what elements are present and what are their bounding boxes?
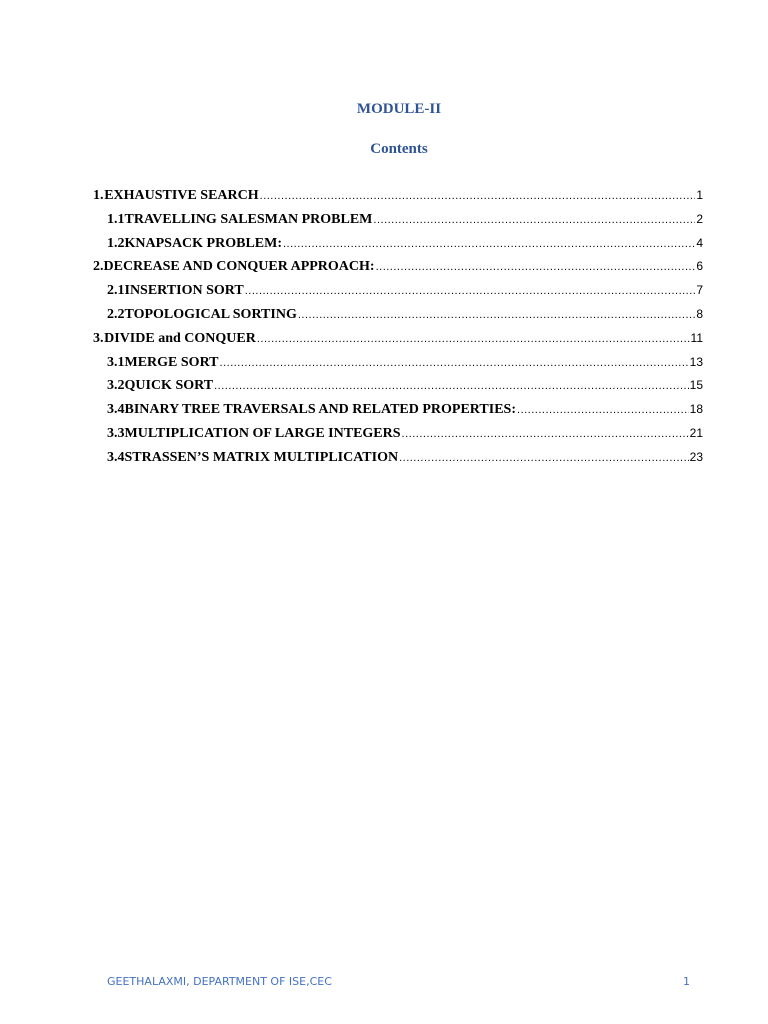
toc-entry-title: INSERTION SORT xyxy=(124,283,244,299)
toc-entry-title: DIVIDE and CONQUER xyxy=(104,330,256,346)
toc-entry-title: DECREASE AND CONQUER APPROACH: xyxy=(103,259,375,275)
table-of-contents xyxy=(93,188,703,474)
toc-entry-title: QUICK SORT xyxy=(124,378,214,394)
toc-entry-number: 1.2 xyxy=(107,235,125,251)
toc-entry-page: 4 xyxy=(696,235,703,250)
toc-entry[interactable] xyxy=(93,283,703,307)
toc-dot-leader xyxy=(214,380,689,392)
toc-dot-leader xyxy=(373,214,695,226)
toc-entry[interactable] xyxy=(93,188,703,212)
toc-entry-page: 23 xyxy=(689,449,703,464)
toc-entry-title: MULTIPLICATION OF LARGE INTEGERS xyxy=(124,425,401,441)
toc-dot-leader xyxy=(399,452,689,464)
toc-entry-page: 8 xyxy=(696,306,703,321)
toc-dot-leader xyxy=(517,404,689,416)
toc-entry[interactable] xyxy=(93,236,703,260)
toc-entry-title: STRASSEN’S MATRIX MULTIPLICATION xyxy=(124,449,399,465)
toc-entry-number: 3.1 xyxy=(107,354,125,370)
toc-entry[interactable] xyxy=(93,450,703,474)
toc-entry-number: 3.4 xyxy=(107,402,125,418)
toc-entry-page: 7 xyxy=(696,283,703,298)
toc-entry-page: 13 xyxy=(689,354,703,369)
toc-dot-leader xyxy=(257,333,690,345)
toc-dot-leader xyxy=(402,428,689,440)
toc-entry[interactable] xyxy=(93,259,703,283)
toc-entry[interactable] xyxy=(93,378,703,402)
toc-entry-page: 15 xyxy=(689,378,703,393)
toc-entry-number: 2. xyxy=(93,259,104,275)
toc-entry-page: 6 xyxy=(696,259,703,274)
toc-entry-page: 2 xyxy=(696,211,703,226)
toc-entry-page: 18 xyxy=(689,402,703,417)
toc-entry[interactable] xyxy=(93,307,703,331)
toc-entry-title: TRAVELLING SALESMAN PROBLEM xyxy=(124,211,373,227)
toc-entry-number: 1.1 xyxy=(107,211,125,227)
toc-entry-number: 3.4 xyxy=(107,449,125,465)
toc-entry-number: 1. xyxy=(93,188,104,203)
toc-dot-leader xyxy=(220,357,689,369)
toc-entry-number: 3.2 xyxy=(107,378,125,394)
toc-entry[interactable] xyxy=(93,355,703,379)
toc-entry[interactable] xyxy=(93,402,703,426)
toc-entry-number: 2.1 xyxy=(107,283,125,299)
toc-dot-leader xyxy=(260,190,696,202)
toc-entry-number: 2.2 xyxy=(107,306,125,322)
toc-entry-page: 21 xyxy=(689,425,703,440)
toc-entry-number: 3.3 xyxy=(107,425,125,441)
toc-entry-title: MERGE SORT xyxy=(124,354,219,370)
toc-dot-leader xyxy=(245,285,696,297)
toc-entry[interactable] xyxy=(93,212,703,236)
toc-entry[interactable] xyxy=(93,426,703,450)
toc-dot-leader xyxy=(376,261,696,273)
toc-entry-number: 3. xyxy=(93,330,104,346)
footer-page-number: 1 xyxy=(683,975,690,988)
contents-heading: Contents xyxy=(370,141,428,157)
toc-entry-title: TOPOLOGICAL SORTING xyxy=(124,306,297,322)
toc-entry-page: 11 xyxy=(690,330,703,345)
toc-entry-title: BINARY TREE TRAVERSALS AND RELATED PROPERTIES: xyxy=(124,402,517,418)
module-title: MODULE-II xyxy=(356,101,442,117)
footer-author-department: GEETHALAXMI, DEPARTMENT OF ISE,CEC xyxy=(107,975,332,988)
toc-entry[interactable] xyxy=(93,331,703,355)
toc-dot-leader xyxy=(298,309,695,321)
toc-dot-leader xyxy=(283,238,695,250)
toc-entry-title: KNAPSACK PROBLEM: xyxy=(124,235,282,251)
toc-entry-title: EXHAUSTIVE SEARCH xyxy=(104,188,259,203)
toc-entry-page: 1 xyxy=(696,188,703,202)
